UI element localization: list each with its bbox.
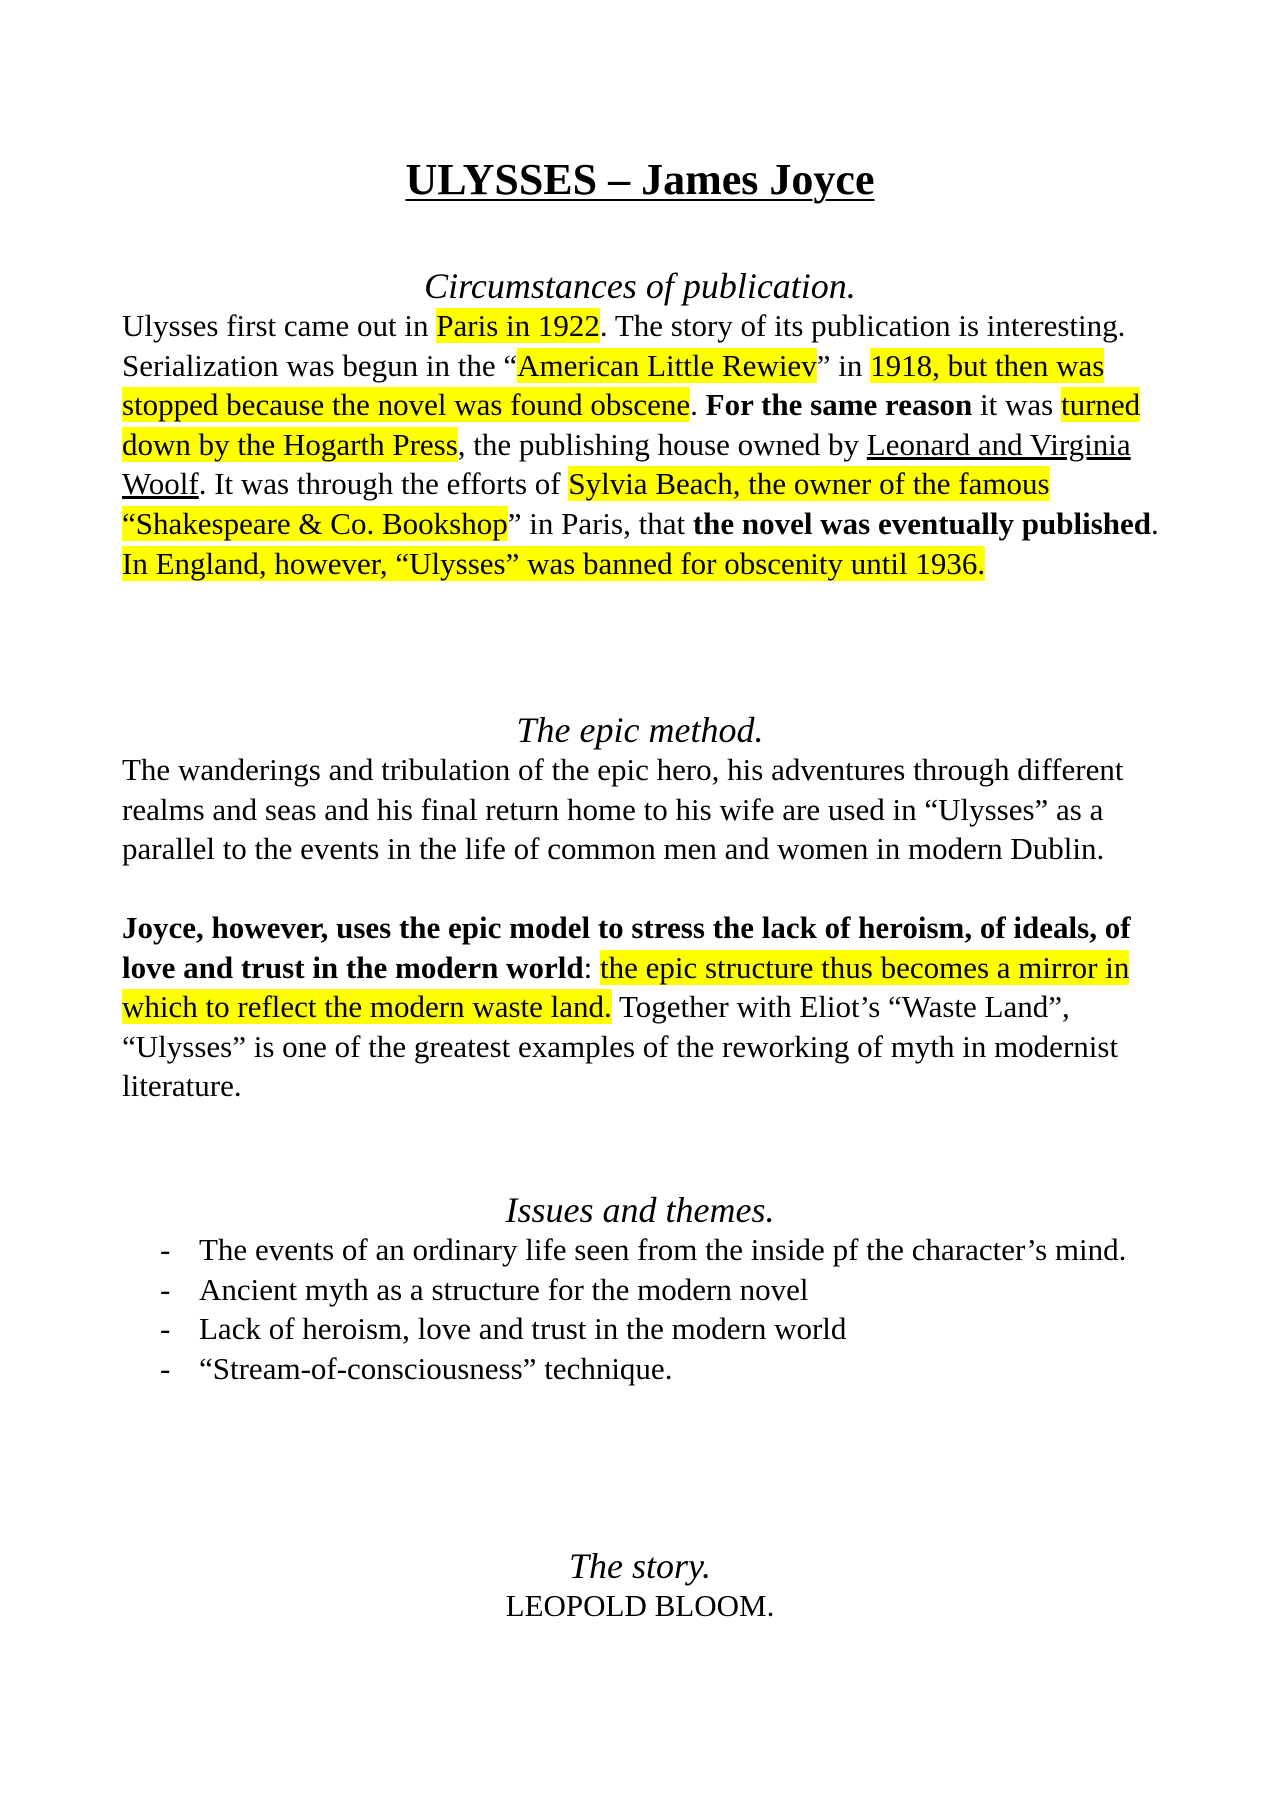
list-item: - The events of an ordinary life seen from the inside pf the character’s mind. <box>160 1232 1127 1267</box>
list-item: - Ancient myth as a structure for the modern novel <box>160 1271 809 1307</box>
list-item: - Lack of heroism, love and trust in the modern world <box>160 1311 847 1347</box>
paragraph-epic-2: Joyce, however, uses the epic model to stress the lack of heroism, of ideals, of love and trust in the modern world: the epic structure thus becomes a mirror in which to reflect the modern waste land. Together with Eliot’s “Waste Land”, “Ulysses” is one of the greatest examples of the reworking of myth in modernist literature. <box>122 910 1131 1104</box>
paragraph-publication: Ulysses first came out in Paris in 1922. The story of its publication is interesting. Serialization was begun in the “American Little Rewiev” in 1918, but then was stopped because the novel was found obscene. For the same reason it was turned down by the Hogarth Press, the publishing house owned by Leonard and Virginia Woolf. It was through the efforts of Sylvia Beach, the owner of the famous “Shakespeare & Co. Bookshop” in Paris, that the novel was eventually published. In England, however, “Ulysses” was banned for obscenity until 1936. <box>122 308 1159 581</box>
list-item: - “Stream-of-consciousness” technique. <box>160 1350 673 1386</box>
highlight-mirror: the epic structure thus becomes a mirror in which to reflect the modern waste land. <box>122 949 1130 1025</box>
heading-circumstances: Circumstances of publication. <box>424 266 856 306</box>
paragraph-epic-1: The wanderings and tribulation of the epic hero, his adventures through different realms and seas and his final return home to his wife are used in “Ulysses” as a parallel to the events in the life of common men and women in modern Dublin. <box>122 752 1124 867</box>
heading-epic-method: The epic method. <box>516 710 764 750</box>
underline-woolf: Leonard and Virginia Woolf <box>122 426 1131 502</box>
heading-the-story: The story. <box>568 1546 711 1586</box>
highlight-paris: Paris in 1922 <box>436 308 600 343</box>
subheading-leopold-bloom: LEOPOLD BLOOM. <box>505 1588 775 1623</box>
bold-published: the novel was eventually published <box>692 505 1152 541</box>
themes-list <box>122 1230 1182 1388</box>
highlight-sylvia-beach: Sylvia Beach, the owner of the famous “Shakespeare & Co. Bookshop <box>122 466 1050 541</box>
heading-issues-themes: Issues and themes. <box>505 1190 775 1230</box>
highlight-obscene: 1918, but then was stopped because the novel was found obscene <box>122 347 1105 423</box>
document-title: ULYSSES – James Joyce <box>405 155 875 204</box>
highlight-hogarth: turned down by the Hogarth Press <box>122 387 1141 462</box>
bold-joyce-epic-model: Joyce, however, uses the epic model to stress the lack of heroism, of ideals, of love and trust in the modern world <box>122 910 1131 985</box>
highlight-american-little-review: American Little Rewiev <box>517 347 817 383</box>
highlight-banned: In England, however, “Ulysses” was banned for obscenity until 1936. <box>122 545 986 581</box>
bold-same-reason: For the same reason <box>705 387 973 423</box>
